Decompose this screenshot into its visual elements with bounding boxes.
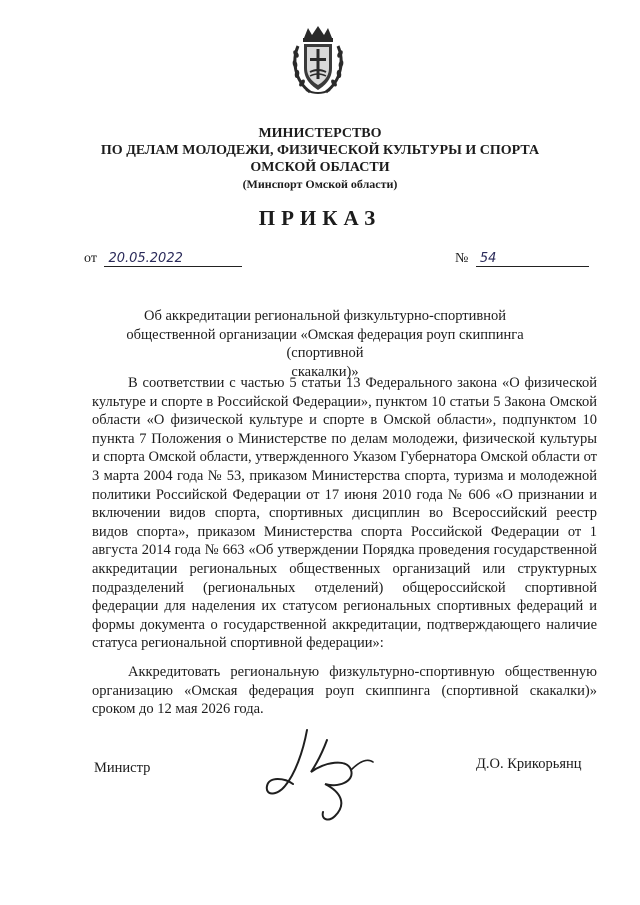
order-paragraph: Аккредитовать региональную физкультурно-спортивную общественную организацию «Омская федерация роуп скиппинга (спортивной скакалки)» сроком до 12 мая 2026 года. [92,664,597,718]
document-subject [95,307,555,381]
ministry-name-line2: ПО ДЕЛАМ МОЛОДЕЖИ, ФИЗИЧЕСКОЙ КУЛЬТУРЫ И СПОРТА [100,143,540,158]
number-label: № [455,251,469,266]
preamble-paragraph: В соответствии с частью 5 статьи 13 Федерального закона «О физической культуре и спорте в Российской Федерации», пунктом 10 статьи 5 Закона Омской области «О физической культуре и спорте в Омской области», подпунктом 10 пункта 7 Положения о Министерстве по делам молодежи, физической культуры и спорта Омской области, утвержденного Указом Губернатора Омской области от 3 марта 2004 года № 53, приказом Министерства спорта, туризма и молодежной политики Российской Федерации от 17 июня 2010 года № 606 «О признании и включении видов спорта, спортивных дисциплин во Всероссийский реестр видов спорта», приказом Министерства спорта Российской Федерации от 1 августа 2014 года № 663 «Об утверждении Порядка проведения государственной аккредитации региональных общественных организаций или структурных подразделений (региональных отделений) общероссийской спортивной федерации для наделения их статусом региональных спортивных федераций и формы документа о государственной аккредитации, подтверждающего наличие статуса региональной спортивной федерации»: [92,375,597,652]
ministry-name-line3: ОМСКОЙ ОБЛАСТИ [250,160,390,175]
document-type-title: ПРИКАЗ [258,206,382,230]
subject-line3: скакалки)» [291,363,359,380]
document-date [84,251,242,267]
date-label: от [84,251,97,266]
ministry-abbreviation: (Минспорт Омской области) [242,177,398,191]
signatory-title: Министр [94,760,151,776]
date-value: 20.05.2022 [104,251,242,267]
subject-line2: общественной организации «Омская федерация роуп скиппинга (спортивной [126,326,524,361]
handwritten-signature-icon [255,722,395,822]
coat-of-arms-icon [290,24,346,98]
subject-line1: Об аккредитации региональной физкультурно-спортивной [143,308,507,324]
document-number [455,251,589,267]
signatory-name: Д.О. Крикорьянц [476,756,582,772]
ministry-name-line1: МИНИСТЕРСТВО [258,126,382,141]
number-value: 54 [476,251,589,267]
ministry-header [60,125,580,193]
